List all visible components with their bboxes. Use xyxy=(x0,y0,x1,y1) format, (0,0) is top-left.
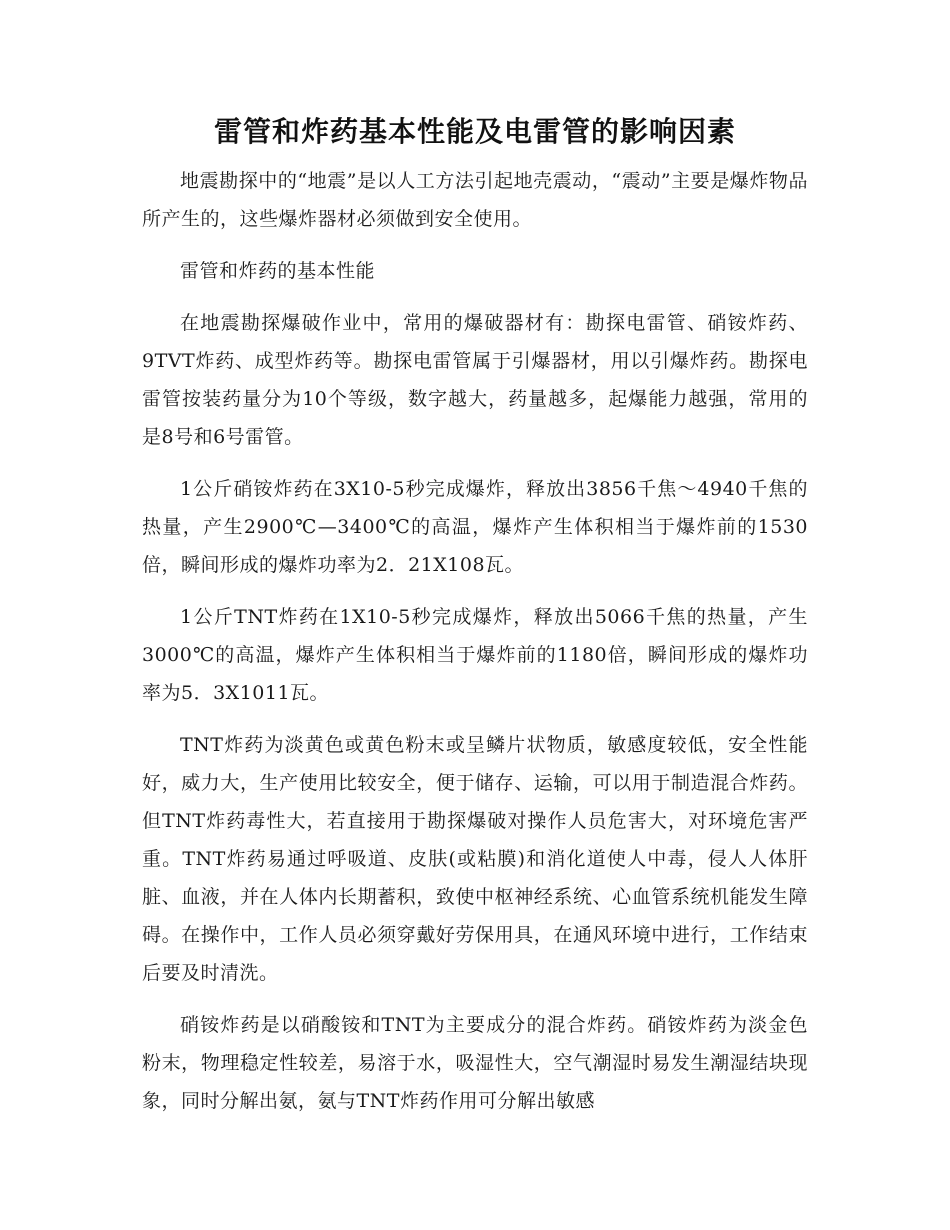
paragraph-blasting-materials: 在地震勘探爆破作业中，常用的爆破器材有：勘探电雷管、硝铵炸药、9TVT炸药、成型炸药等。勘探电雷管属于引爆器材，用以引爆炸药。勘探电雷管按装药量分为10个等级，数字越大，药量越多，起爆能力越强，常用的是8号和6号雷管。 xyxy=(142,312,808,448)
paragraph-tnt-properties: TNT炸药为淡黄色或黄色粉末或呈鳞片状物质，敏感度较低，安全性能好，威力大，生产使用比较安全，便于储存、运输，可以用于制造混合炸药。但TNT炸药毒性大，若直接用于勘探爆破对操作人员危害大，对环境危害严重。TNT炸药易通过呼吸道、皮肤(或粘膜)和消化道使人中毒，侵人人体肝脏、血液，并在人体内长期蓄积，致使中枢神经系统、心血管系统机能发生障碍。在操作中，工作人员必须穿戴好劳保用具，在通风环境中进行，工作结束后要及时清洗。 xyxy=(142,734,808,984)
section-heading-basic-properties: 雷管和炸药的基本性能 xyxy=(180,260,376,282)
paragraph-tnt-explosion: 1公斤TNT炸药在1X10-5秒完成爆炸，释放出5066千焦的热量，产生3000℃的高温，爆炸产生体积相当于爆炸前的1180倍，瞬间形成的爆炸功率为5．3X1011瓦。 xyxy=(142,606,808,704)
document-body xyxy=(142,112,808,1120)
document-title: 雷管和炸药基本性能及电雷管的影响因素 xyxy=(213,115,736,148)
paragraph-intro: 地震勘探中的“地震”是以人工方法引起地壳震动，“震动”主要是爆炸物品所产生的，这些爆炸器材必须做到安全使用。 xyxy=(142,170,808,230)
paragraph-ammonium-nitrate-properties: 硝铵炸药是以硝酸铵和TNT为主要成分的混合炸药。硝铵炸药为淡金色粉末，物理稳定性较差，易溶于水，吸湿性大，空气潮湿时易发生潮湿结块现象，同时分解出氨，氨与TNT炸药作用可分解出敏感 xyxy=(142,1014,808,1112)
paragraph-ammonium-nitrate-explosion: 1公斤硝铵炸药在3X10-5秒完成爆炸，释放出3856千焦～4940千焦的热量，产生2900℃—3400℃的高温，爆炸产生体积相当于爆炸前的1530倍，瞬间形成的爆炸功率为2．21X108瓦。 xyxy=(142,478,808,576)
